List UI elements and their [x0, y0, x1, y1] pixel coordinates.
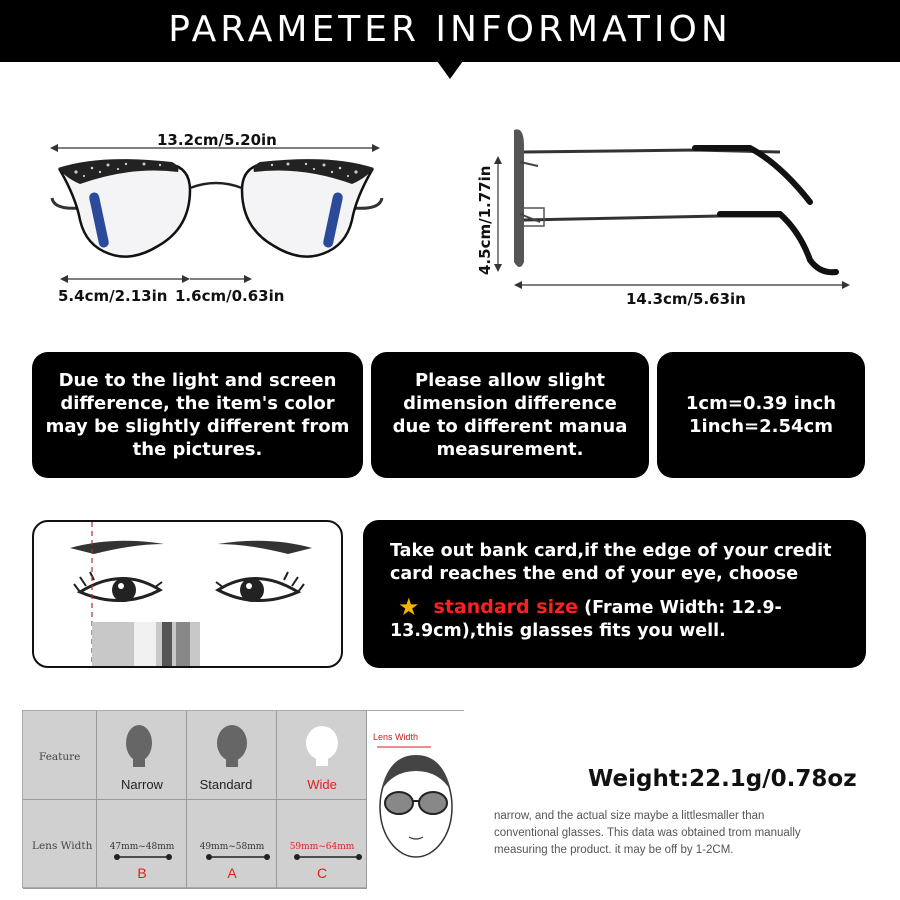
star-icon: ★ — [398, 593, 420, 621]
note-line-2: conventional glasses. This data was obtained trom manually — [494, 827, 801, 839]
measurement-note — [494, 808, 894, 859]
note-line-3: measuring the product. it may be off by 1-2CM. — [494, 844, 734, 856]
total-width-label: 13.2cm/5.20in — [157, 131, 277, 149]
narrow-face-icon — [121, 723, 161, 769]
standard-letter: A — [227, 865, 237, 881]
head-diagram-icon — [369, 741, 463, 887]
eyes-card-illustration — [32, 520, 343, 668]
standard-face-icon — [213, 723, 253, 769]
conversion-box — [657, 352, 865, 478]
card-guide-box — [363, 520, 866, 668]
weight-label: Weight:22.1g/0.78oz — [588, 766, 857, 792]
standard-range: 49mm~58mm — [199, 842, 265, 852]
dimension-notice-text: Please allow slight dimension difference due to different manua measurement. — [392, 370, 628, 460]
header-pointer — [437, 61, 463, 79]
lens-width-diagram-label: Lens Width — [373, 732, 419, 742]
bridge-width-label: 1.6cm/0.63in — [175, 287, 285, 305]
lens-width-bars — [97, 851, 367, 863]
color-notice-text: Due to the light and screen difference, the item's color may be slightly different from the pictures. — [45, 370, 350, 460]
feature-label: Feature — [39, 751, 81, 763]
note-line-1: narrow, and the actual size maybe a littlesmaller than — [494, 810, 765, 822]
card-guide-line-1: Take out bank card,if the edge of your credit — [390, 541, 832, 561]
card-guide-line-2: card reaches the end of your eye, choose — [390, 564, 799, 584]
temple-length-label: 14.3cm/5.63in — [626, 290, 746, 308]
wide-range: 59mm~64mm — [289, 842, 355, 852]
color-notice-box — [32, 352, 363, 478]
narrow-label: Narrow — [121, 777, 163, 792]
eyes-illustration — [34, 522, 343, 668]
lens-width-label: 5.4cm/2.13in — [58, 287, 168, 305]
size-comparison-table — [22, 710, 464, 888]
card-guide-line-3 — [390, 593, 844, 621]
lens-width-row-label: Lens Width — [32, 840, 93, 852]
wide-face-icon — [303, 723, 343, 769]
narrow-range: 47mm~48mm — [109, 842, 175, 852]
narrow-letter: B — [137, 865, 147, 881]
frame-width-text: (Frame Width: 12.9- — [578, 598, 782, 618]
lens-height-label: 4.5cm/1.77in — [476, 165, 494, 275]
standard-size-highlight: standard size — [433, 596, 579, 618]
glasses-front-view — [40, 128, 400, 308]
page-title: PARAMETER INFORMATION — [168, 9, 732, 50]
header-bar — [0, 0, 900, 62]
dimension-notice-box — [371, 352, 649, 478]
standard-label: Standard — [199, 777, 253, 792]
wide-label: Wide — [307, 777, 337, 792]
glasses-side-view — [480, 122, 860, 302]
wide-letter: C — [316, 865, 328, 881]
card-guide-line-4: 13.9cm),this glasses fits you well. — [390, 621, 726, 641]
conversion-text: 1cm=0.39 inch 1inch=2.54cm — [685, 393, 837, 437]
